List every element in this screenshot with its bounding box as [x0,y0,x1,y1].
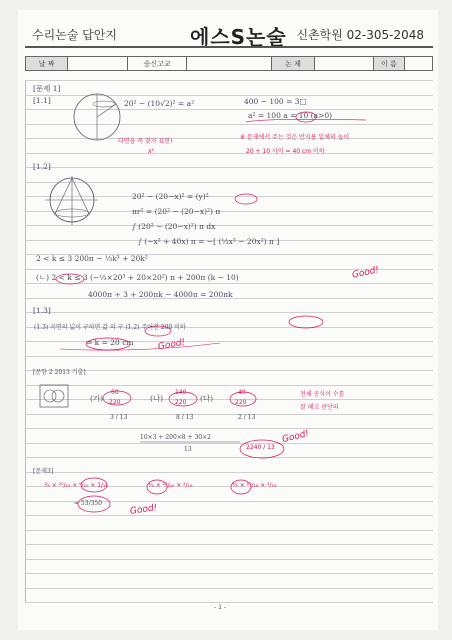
section-label: [문항 2 2013 기출] [33,369,86,376]
work-line: πr² = (20² − (20−x)²) π [132,207,221,216]
work-line: = 53/350 [74,500,103,507]
work-line: ¼ × ²⁰/₁₅ × ⁶/₁₀ × 1/₁₀ [44,482,108,489]
work-line: 140 [175,389,187,396]
annotation: x² [148,148,154,155]
work-line: 20² − (20−x)² = (y)² [132,192,209,201]
annotation: 다면을 꼭 찾자 표현! [118,138,173,145]
brand-title: 에스S논술 [190,25,287,49]
school-value: 숭신고교 [127,57,187,71]
grade-mark: Good! [157,337,186,353]
name-label: 이 름 [374,57,404,71]
work-line: 13 [184,446,192,453]
work-line: 2 < k ≤ 3 200π − ⅓k³ + 20k² [36,254,148,263]
work-line: ∫ (20² − (20−x)²) π dx [132,222,216,231]
grade-mark: Good! [351,265,381,281]
work-line: (ㄴ) 2 < k ≤ 3 (−⅓×20³ + 20×20²) π + 200π (k − 10) [36,273,239,282]
title-label: 논 제 [272,57,314,71]
work-line: ⇒ k = 20 cm [86,338,134,347]
section-label: [문제3] [33,468,54,475]
work-line: 220 [235,399,247,406]
work-line: ∫ (−x² + 40x) π = −[ (⅓x³ − 20x²) π ] [138,237,280,246]
work-line: ¾ × ¹⁹/₁₈ × ²/₁₉ [232,482,277,489]
academy-contact: 신촌학원 02-305-2048 [296,28,424,42]
section-label: [1.3] [33,306,51,315]
work-line: 2 / 13 [238,414,256,421]
grade-mark: Good! [129,503,158,517]
work-line: a² = 100 a = 10 (a>0) [248,111,333,120]
grade-mark: Good! [281,428,311,446]
work-line: 220 [175,399,187,406]
work-line: 8 / 13 [176,414,194,421]
work-line: (나) [150,394,164,403]
work-line: 3 / 13 [110,414,128,421]
work-line: 10×3 + 200×8 + 30×2 [140,434,211,441]
work-line: 20² − (10√2)² = a² [124,99,195,108]
work-line: 2240 / 13 [246,444,275,451]
work-line: 4000π ÷ 3 + 200πk − 4000π = 200πk [88,290,233,299]
work-line: ¾ × ¹⁹/₂₀ × ²/₁₉ [148,482,193,489]
work-line: (다) [200,394,214,403]
section-label: [1.2] [33,162,51,171]
work-line: (가) [90,394,104,403]
work-line: 60 [111,389,119,396]
annotation: 전체 공식이 수를 [300,391,345,398]
annotation: 20 + 10 사이 = 40 cm 이하 [246,148,325,155]
section-label: [문제 1] [33,84,61,93]
work-line: (1.3) 곡면의 넓이 구하면 값 의 구 (1.2) 주어진 200 이하 [34,324,186,331]
subject-title: 수리논술 답안지 [32,28,117,42]
page-number: - 1 - [214,604,226,611]
annotation: 잘 해고 판단의 [300,404,339,411]
annotation: ※ 문제에서 주는 것은 반지름 입체의 높이 [240,134,350,141]
date-label: 날 짜 [26,57,68,71]
work-line: 40 [238,389,246,396]
work-line: 220 [109,399,121,406]
work-line: 400 − 100 = 3□ [244,97,307,106]
section-label: [1.1] [33,96,51,105]
